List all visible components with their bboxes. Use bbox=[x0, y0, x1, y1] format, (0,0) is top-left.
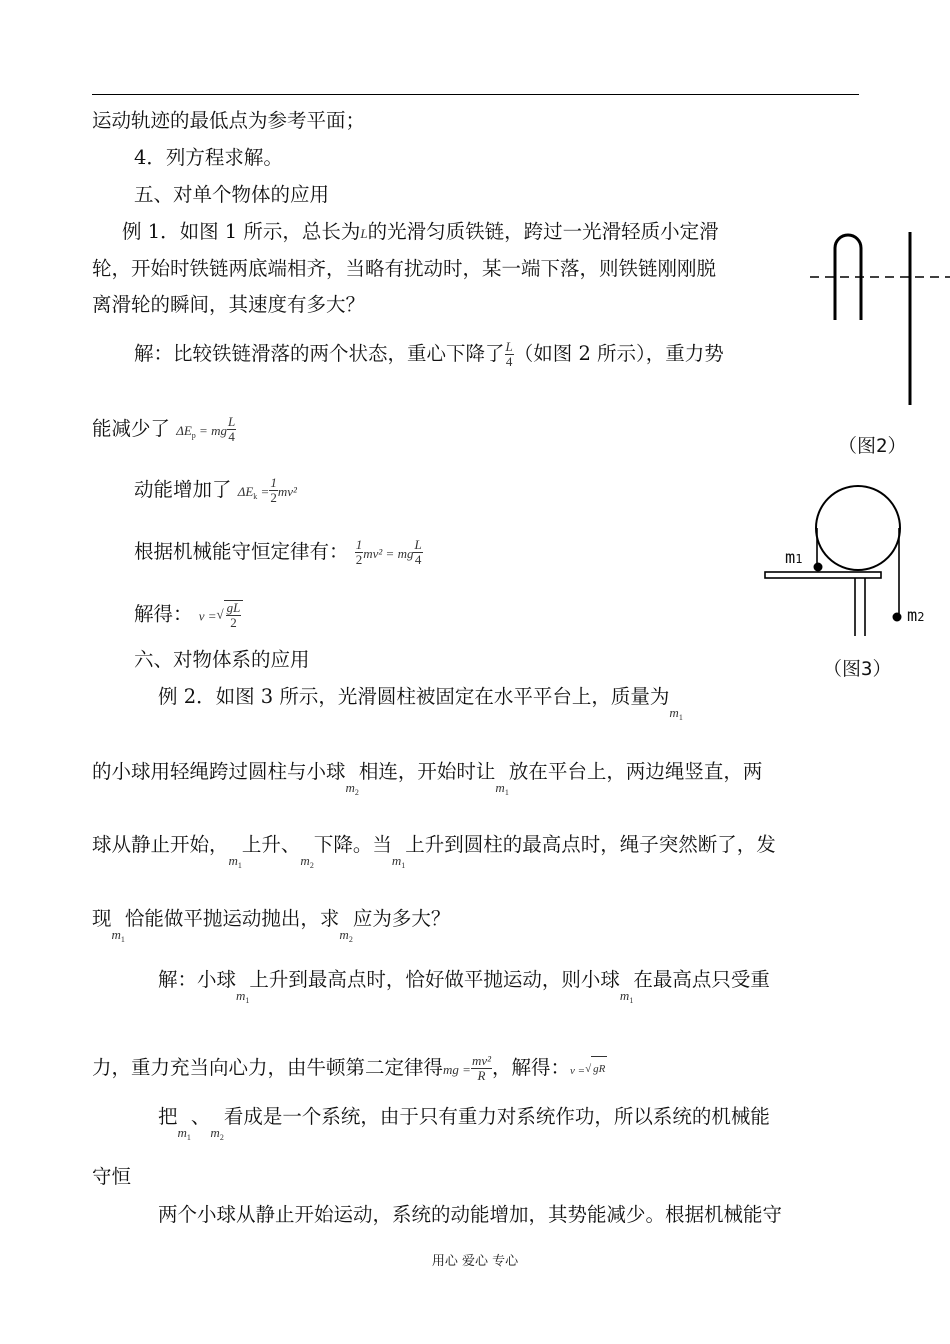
page-footer: 用心 爱心 专心 bbox=[431, 1254, 519, 1269]
formula-line: 动能增加了 $\Delta E_k$ = $\frac{1}{2}$ mv² bbox=[134, 475, 297, 505]
section-heading: 五、对单个物体的应用 bbox=[134, 183, 330, 206]
figure-2-caption: （图2） bbox=[838, 435, 907, 457]
text-line: 把$_{m_1}$、$_{m_2}$看成是一个系统，由于只有重力对系统作功，所以系统的机械能 bbox=[158, 1105, 770, 1142]
section-heading: 六、对物体系的应用 bbox=[134, 648, 310, 671]
formula-line: 解得： v =√ $\frac{gL}{2}$ bbox=[134, 600, 243, 630]
text-line: 离滑轮的瞬间，其速度有多大？ bbox=[92, 293, 366, 316]
text-line: 解：小球$_{m_1}$上升到最高点时，恰好做平抛运动，则小球$_{m_1}$在最高点只受重 bbox=[158, 968, 770, 1005]
text-line: 4．列方程求解。 bbox=[134, 146, 283, 169]
formula-line: 力，重力充当向心力，由牛顿第二定律得mg = $\frac{\text{mv²}}{R}$ ，解得：v =√ gR bbox=[92, 1053, 606, 1083]
platform bbox=[765, 572, 881, 578]
label-m2: m2 bbox=[907, 606, 925, 626]
header-rule bbox=[92, 94, 859, 95]
label-m1: m1 bbox=[785, 548, 803, 568]
text-line: 两个小球从静止开始运动，系统的动能增加，其势能减少。根据机械能守 bbox=[158, 1203, 783, 1226]
fraction: $\frac{L}{4}$ bbox=[505, 339, 513, 369]
text-line: 的小球用轻绳跨过圆柱与小球$_{m_2}$相连，开始时让$_{m_1}$放在平台上，两边绳竖直，两 bbox=[92, 760, 763, 797]
text-line: 例 1．如图 1 所示，总长为L的光滑匀质铁链，跨过一光滑轻质小定滑 bbox=[122, 220, 719, 243]
text-line: 守恒 bbox=[92, 1165, 132, 1188]
text-line: 轮，开始时铁链两底端相齐，当略有扰动时，某一端下落，则铁链刚刚脱 bbox=[92, 257, 717, 280]
ball-m1 bbox=[814, 563, 822, 571]
cylinder bbox=[816, 486, 900, 570]
text-line: 球从静止开始，$_{m_1}$上升、$_{m_2}$下降。当$_{m_1}$上升到圆柱的最高点时，绳子突然断了，发 bbox=[92, 833, 776, 870]
formula-line: 根据机械能守恒定律有： $\frac{1}{2}$ mv² = mg $\frac{L}{4}$ bbox=[134, 537, 422, 567]
figure-3-caption: （图3） bbox=[823, 658, 892, 680]
text-line: 解：比较铁链滑落的两个状态，重心下降了 $\frac{L}{4}$ （如图 2 所示），重力势 bbox=[134, 339, 724, 369]
text-line: 运动轨迹的最低点为参考平面； bbox=[92, 109, 366, 132]
text-line: 现$_{m_1}$恰能做平抛运动抛出，求$_{m_2}$应为多大？ bbox=[92, 907, 451, 944]
text-line: 例 2．如图 3 所示，光滑圆柱被固定在水平平台上，质量为$_{m_1}$ bbox=[158, 685, 683, 722]
ball-m2 bbox=[893, 613, 901, 621]
chain-over-pulley bbox=[835, 232, 910, 405]
formula-line: 能减少了 $\Delta E_p$ = mg $\frac{L}{4}$ bbox=[92, 414, 236, 444]
